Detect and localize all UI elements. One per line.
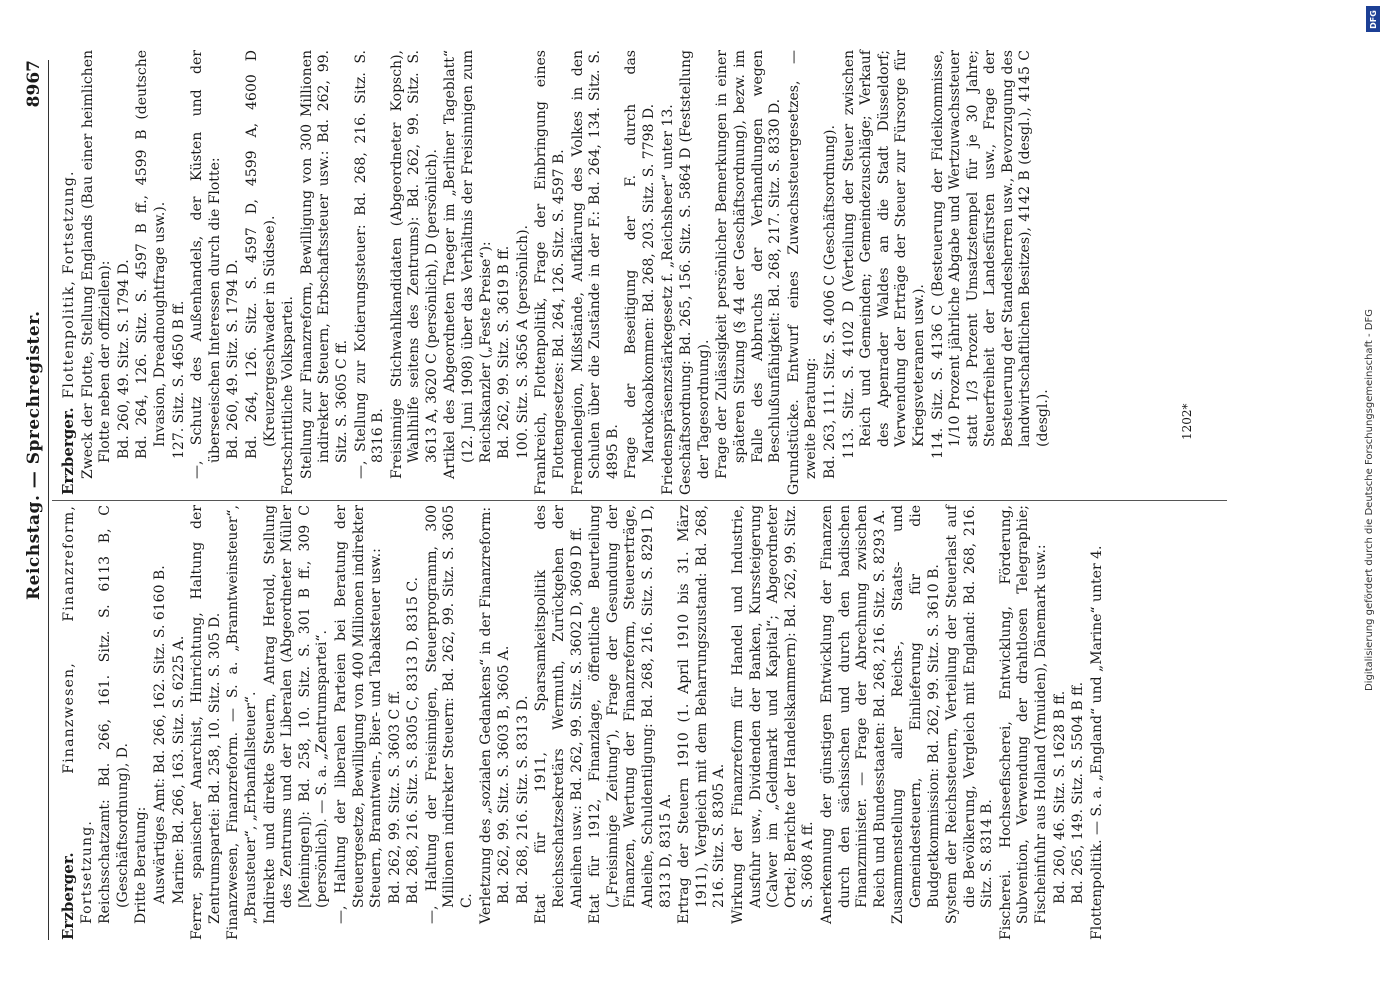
register-entry: Zusammenstellung aller Reichs-, Staats- und Gemeindesteuern, Einlieferung für die Budgetkommission: Bd. 262, 99. Sitz. S. 3610 B. (890, 505, 942, 924)
register-entry: —, Haltung der liberalen Parteien bei Beratung der Steuergesetze, Bewilligung von 400 Millionen indirekter Steuern, Branntwein-, Bier- und Tabaksteuer usw.: (332, 505, 385, 924)
register-entry: 114. Sitz. S. 4136 C (Besteuerung der Fideikommisse, 1/10 Prozent jährliche Abgabe und Wertzuwachssteuer statt 1/3 Prozent Umsatzstempel für je 30 Jahre; Steuerfreiheit der Landesfürsten usw., Frage der Besteuerung der Standesherren usw., Bevorzugung des landwirtschaftlichen Besitzes), 4142 B (desgl.), 4145 C (desgl.). (929, 50, 1052, 459)
register-entry: Bd. 260, 46. Sitz. S. 1628 B ff. (1051, 690, 1068, 904)
register-entry: 113. Sitz. S. 4102 D (Verteilung der Steuer zwischen Reich und Gemeinden; Gemeindezuschläge; Verkauf des Apenrader Waldes an die Stadt Düsseldorf; Verwendung der Erträge der Steuer zur Fürsorge für Kriegsveteranen usw.). (840, 50, 927, 459)
speaker-name: Erzberger. (59, 407, 77, 495)
register-entry: —, Stellung zur Kotierungssteuer: Bd. 268, 216. Sitz. S. 8316 B. (352, 50, 387, 479)
register-column-right (60, 50, 1054, 495)
register-entry: —, Schutz des Außenhandels, der Küsten und der überseeischen Interessen durch die Flotte: (189, 50, 223, 479)
page-number: 8967 (24, 60, 44, 108)
register-entry: Zweck der Flotte, Stellung Englands (Bau einer heimlichen Flotte neben der offiziellen): (79, 50, 114, 479)
register-entry: Ertrag der Steuern 1910 (1. April 1910 bis 31. März 1911), Vergleich mit dem Beharrungszustand: Bd. 268, 216. Sitz. S. 8305 A. (676, 505, 728, 924)
register-entry: Artikel des Abgeordneten Traeger im „Berliner Tageblatt“ (12. Juni 1908) über das Verhältnis der Freisinnigen zum Reichskanzler („Feste Preise“): (442, 50, 494, 479)
register-entry: Flottenpolitik. — S. a. „England“ und „Marine“ unter 4. (1088, 545, 1105, 940)
register-entry: Friedenspräsenzstärkegesetz f. „Reichsheer“ unter 13. (659, 104, 676, 495)
register-entry: Grundstücke. Entwurf eines Zuwachssteuergesetzes, — zweite Beratung: (785, 50, 820, 495)
page-title: Reichstag. — Sprechregister. (24, 310, 44, 600)
column-divider (52, 500, 1227, 501)
register-entry: Wirkung der Finanzreform für Handel und Industrie, Ausfuhr usw., Dividenden der Banken, Kurssteigerung (Calwer im „Geldmarkt und Kapital“; Abgeordneter Ortel; Berichte der Handelskammern): Bd. 262, 99. Sitz. S. 3608 A ff. (729, 505, 817, 924)
register-entry: Bd. 264, 126. Sitz. S. 4597 B ff., 4599 B (deutsche Invasion, Dreadnoughtfrage usw.). (134, 50, 168, 459)
register-column-left (60, 505, 1107, 940)
register-entry: Auswärtiges Amt: Bd. 266, 162. Sitz. S. 6160 B. (151, 565, 168, 904)
register-entry: Bd. 260, 49. Sitz. S. 1794 D. (225, 259, 242, 459)
register-entry: Fortschrittliche Volkspartei. (280, 296, 297, 495)
entry-list (80, 50, 1053, 495)
register-entry: Reichsschatzamt: Bd. 266, 161. Sitz. S. 6113 B, C (Geschäftsordnung), D. (97, 505, 131, 924)
register-entry: Bd. 268, 216. Sitz. S. 8313 D. (514, 695, 531, 904)
speaker-name: Erzberger. (59, 852, 77, 940)
register-entry: Bd. 262, 99. Sitz. S. 3619 B ff. (496, 245, 513, 459)
register-entry: Etat für 1911, Sparsamkeitspolitik des Reichsschatzsekretärs Wermuth, Zurückgehen der Anleihen usw.: Bd. 262, 99. Sitz. S. 3602 D, 3609 D ff. (533, 505, 585, 924)
dfg-logo (1366, 6, 1380, 32)
register-entry: Frage der Zulässigkeit persönlicher Bemerkungen in einer späteren Sitzung (§ 44 der Geschäftsordnung), bezw. im Falle des Abbruchs der Verhandlungen wegen Beschlußunfähigkeit: Bd. 268, 217. Sitz. S. 8330 D. (714, 50, 784, 479)
register-entry: Dritte Beratung: (133, 806, 150, 924)
register-entry: Etat für 1912, Finanzlage, öffentliche Beurteilung („Freisinnige Zeitung“), Frage der Gesundung der Finanzen, Wertung der Finanzreform, Steuererträge, Anleihe, Schuldentilgung: Bd. 268, 216. Sitz. S. 8291 D, 8313 D, 8315 A. (587, 505, 674, 924)
register-entry: 100. Sitz. S. 3656 A (persönlich). (514, 225, 531, 459)
register-entry: 127. Sitz. S. 4650 B ff. (170, 300, 187, 459)
continued-heading: Flottenpolitik, Fortsetzung. (61, 170, 77, 399)
register-entry: Frage der Beseitigung der F. durch das Marokkoabkommen: Bd. 268, 203. Sitz. S. 7798 D. (623, 50, 657, 479)
credit-text: Digitalisierung gefördert durch die Deutsche Forschungsgemeinschaft - DFG (1364, 309, 1375, 692)
register-entry: Fischerei. Hochseefischerei, Entwicklung, Förderung, Subvention, Verwendung der drahtlosen Telegraphie; Fischeinfuhr aus Holland (Ymuiden), Dänemark usw.: (997, 505, 1050, 940)
register-entry: Indirekte und direkte Steuern, Antrag Herold, Stellung des Zentrums und der Liberalen (Abgeordneter Müller [Meiningen]): Bd. 258, 10. Sitz. S. 301 B ff., 309 C (persönlich). — S. a. „Zentrumspartei“. (261, 505, 331, 924)
register-entry: Bd. 263, 111. Sitz. S. 4006 C (Geschäftsordnung). (821, 125, 838, 479)
register-entry: Freisinnige Stichwahlkandidaten (Abgeordneter Kopsch), Wahlhilfe seitens des Zentrums): Bd. 262, 99. Sitz. S. 3613 A, 3620 C (persönlich), D (persönlich). (388, 50, 440, 479)
register-entry: Frankreich, Flottenpolitik, Frage der Einbringung eines Flottengesetzes: Bd. 264, 126. Sitz. S. 4597 B. (533, 50, 568, 495)
register-entry: Bd. 264, 126. Sitz. S. 4597 D, 4599 A, 4600 D (Kreuzergeschwader in Südsee). (243, 50, 278, 459)
continued-heading: Finanzwesen, Finanzreform, Fortsetzung. (61, 505, 95, 924)
register-entry: Marine: Bd. 266, 163. Sitz. S. 6225 A. (170, 635, 187, 904)
register-entry: —, Haltung der Freisinnigen, Steuerprogramm, 300 Millionen indirekter Steuern: Bd. 262, 99. Sitz. S. 3605 C. (423, 505, 476, 924)
register-entry: Bd. 265, 149. Sitz. S. 5504 B ff. (1070, 681, 1087, 904)
dfg-logo-text: DFG (1368, 9, 1378, 29)
register-entry: Bd. 262, 99. Sitz. S. 3603 B, 3605 A. (496, 645, 513, 904)
register-entry: Stellung zur Finanzreform, Bewilligung von 300 Millionen indirekter Steuern, Erbschaftssteuer usw.: Bd. 262, 99. Sitz. S. 3605 C ff. (298, 50, 350, 479)
signature-mark: 1202* (1180, 403, 1194, 440)
register-entry: Finanzwesen, Finanzreform. — S. a. „Branntweinsteuer“, „Brausteuer“, „Erbanfallsteuer“. (225, 505, 259, 940)
register-entry: System der Reichssteuern, Verteilung der Steuerlast auf die Bevölkerung, Vergleich mit England: Bd. 268, 216. Sitz. S. 8314 B. (944, 505, 996, 924)
register-entry: Fremdenlegion, Mißstände, Aufklärung des Volkes in den Schulen über die Zustände in der F.: Bd. 264, 134. Sitz. S. 4895 B. (569, 50, 621, 495)
register-entry: Anerkennung der günstigen Entwicklung der Finanzen durch den sächsischen und durch den badischen Finanzminister. — Frage der Abrechnung zwischen Reich und Bundesstaaten: Bd. 268, 216. Sitz. S. 8293 A. (818, 505, 888, 924)
register-entry: Geschäftsordnung: Bd. 265, 156. Sitz. S. 5864 D (Feststellung der Tagesordnung). (678, 50, 712, 495)
register-entry: Verletzung des „sozialen Gedankens“ in der Finanzreform: (477, 506, 494, 924)
register-entry: Bd. 260, 49. Sitz. S. 1794 D. (115, 259, 132, 459)
entry-list (97, 505, 1106, 940)
register-entry: Bd. 268, 216. Sitz. S. 8305 C, 8313 D, 8315 C. (405, 577, 422, 904)
page-header (8, 60, 49, 940)
register-entry: Bd. 262, 99. Sitz. S. 3603 C ff. (386, 690, 403, 904)
register-entry: Ferrer, spanischer Anarchist, Hinrichtung, Haltung der Zentrumspartei: Bd. 258, 10. Sitz. S. 305 D. (189, 505, 223, 940)
digitization-credit (1357, 0, 1383, 1000)
